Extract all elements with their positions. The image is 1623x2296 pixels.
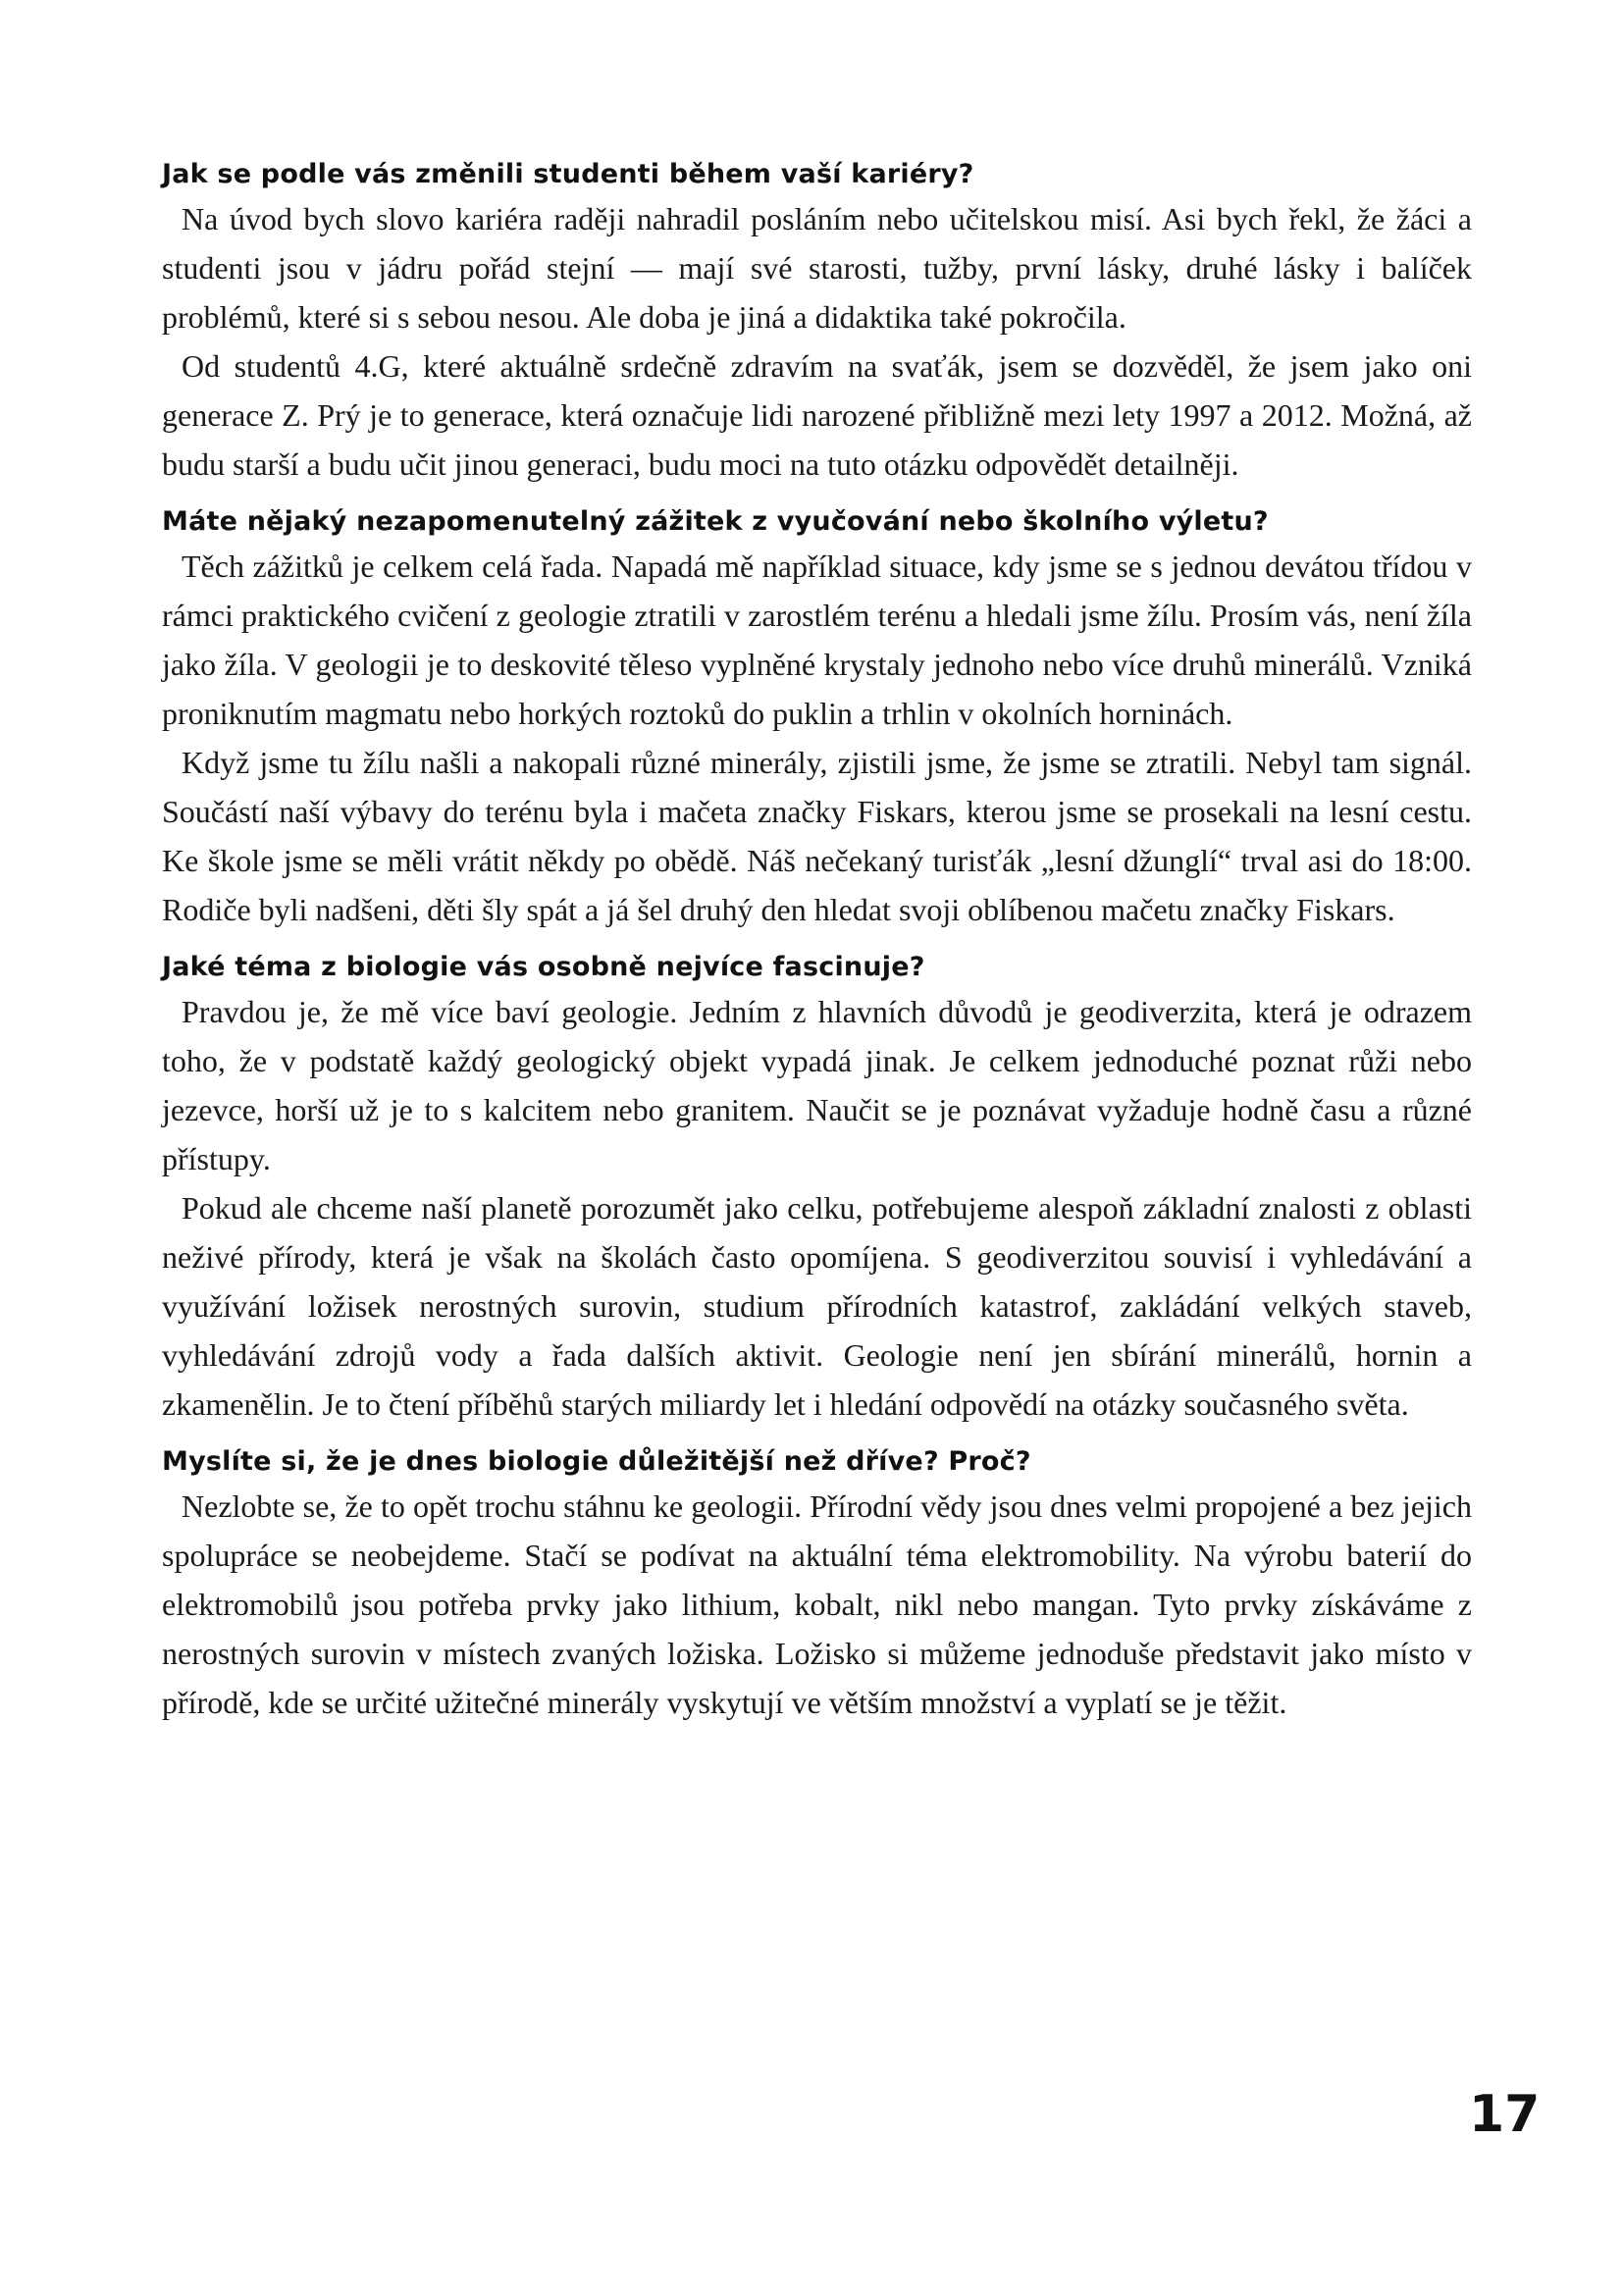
answer-paragraph: Těch zážitků je celkem celá řada. Napadá mě například situace, kdy jsme se s jednou devátou třídou v rámci praktického cvičení z geologie ztratili v zarostlém terénu a hledali jsme žílu. Prosím vás, není žíla jako žíla. V geologii je to deskovité těleso vyplněné krystaly jednoho nebo více druhů minerálů. Vzniká proniknutím magmatu nebo horkých roztoků do puklin a trhlin v okolních horninách. xyxy=(162,548,1472,731)
answer-paragraph: Pokud ale chceme naší planetě porozumět jako celku, potřebujeme alespoň základní znalosti z oblasti neživé přírody, která je však na školách často opomíjena. S geodiverzitou souvisí i vyhledávání a využívání ložisek nerostných surovin, studium přírodních katastrof, zakládání velkých staveb, vyhledávání zdrojů vody a řada dalších aktivit. Geologie není jen sbírání minerálů, hornin a zkamenělin. Je to čtení příběhů starých miliardy let i hledání odpovědí na otázky současného světa. xyxy=(162,1190,1472,1422)
question-heading: Máte nějaký nezapomenutelný zážitek z vyučování nebo školního výletu? xyxy=(162,506,1269,537)
answer-paragraph: Na úvod bych slovo kariéra raději nahradil posláním nebo učitelskou misí. Asi bych řekl, že žáci a studenti jsou v jádru pořád stejní — mají své starosti, tužby, první lásky, druhé lásky i balíček problémů, které si s sebou nesou. Ale doba je jiná a didaktika také pokročila. xyxy=(162,201,1472,335)
answer-paragraph: Když jsme tu žílu našli a nakopali různé minerály, zjistili jsme, že jsme se ztratili. Nebyl tam signál. Součástí naší výbavy do terénu byla i mačeta značky Fiskars, kterou jsme se prosekali na lesní cestu. Ke škole jsme se měli vrátit někdy po obědě. Náš nečekaný turisťák „lesní džunglí“ trval asi do 18:00. Rodiče byli nadšeni, děti šly spát a já šel druhý den hledat svoji oblíbenou mačetu značky Fiskars. xyxy=(162,745,1472,927)
answer-paragraph: Pravdou je, že mě více baví geologie. Jedním z hlavních důvodů je geodiverzita, která je odrazem toho, že v podstatě každý geologický objekt vypadá jinak. Je celkem jednoduché poznat růži nebo jezevce, horší už je to s kalcitem nebo granitem. Naučit se je poznávat vyžaduje hodně času a různé přístupy. xyxy=(162,994,1472,1176)
page-number: 17 xyxy=(1469,2085,1541,2144)
answer xyxy=(162,987,1472,1429)
qa-section xyxy=(162,948,1472,1429)
question-heading: Jak se podle vás změnili studenti během vaší kariéry? xyxy=(162,159,974,189)
answer xyxy=(162,1482,1472,1727)
interview-page xyxy=(162,155,1472,1741)
question-heading: Myslíte si, že je dnes biologie důležitější než dříve? Proč? xyxy=(162,1446,1031,1477)
qa-section xyxy=(162,1442,1472,1727)
answer-paragraph: Nezlobte se, že to opět trochu stáhnu ke geologii. Přírodní vědy jsou dnes velmi propojené a bez jejich spolupráce se neobejdeme. Stačí se podívat na aktuální téma elektromobility. Na výrobu baterií do elektromobilů jsou potřeba prvky jako lithium, kobalt, nikl nebo mangan. Tyto prvky získáváme z nerostných surovin v místech zvaných ložiska. Ložisko si můžeme jednoduše představit jako místo v přírodě, kde se určité užitečné minerály vyskytují ve větším množství a vyplatí se je těžit. xyxy=(162,1488,1472,1720)
qa-section xyxy=(162,502,1472,934)
answer xyxy=(162,542,1472,934)
question-heading: Jaké téma z biologie vás osobně nejvíce fascinuje? xyxy=(162,952,925,982)
answer xyxy=(162,194,1472,489)
qa-section xyxy=(162,155,1472,489)
answer-paragraph: Od studentů 4.G, které aktuálně srdečně zdravím na svaťák, jsem se dozvěděl, že jsem jako oni generace Z. Prý je to generace, která označuje lidi narozené přibližně mezi lety 1997 a 2012. Možná, až budu starší a budu učit jinou generaci, budu moci na tuto otázku odpovědět detailněji. xyxy=(162,348,1472,482)
